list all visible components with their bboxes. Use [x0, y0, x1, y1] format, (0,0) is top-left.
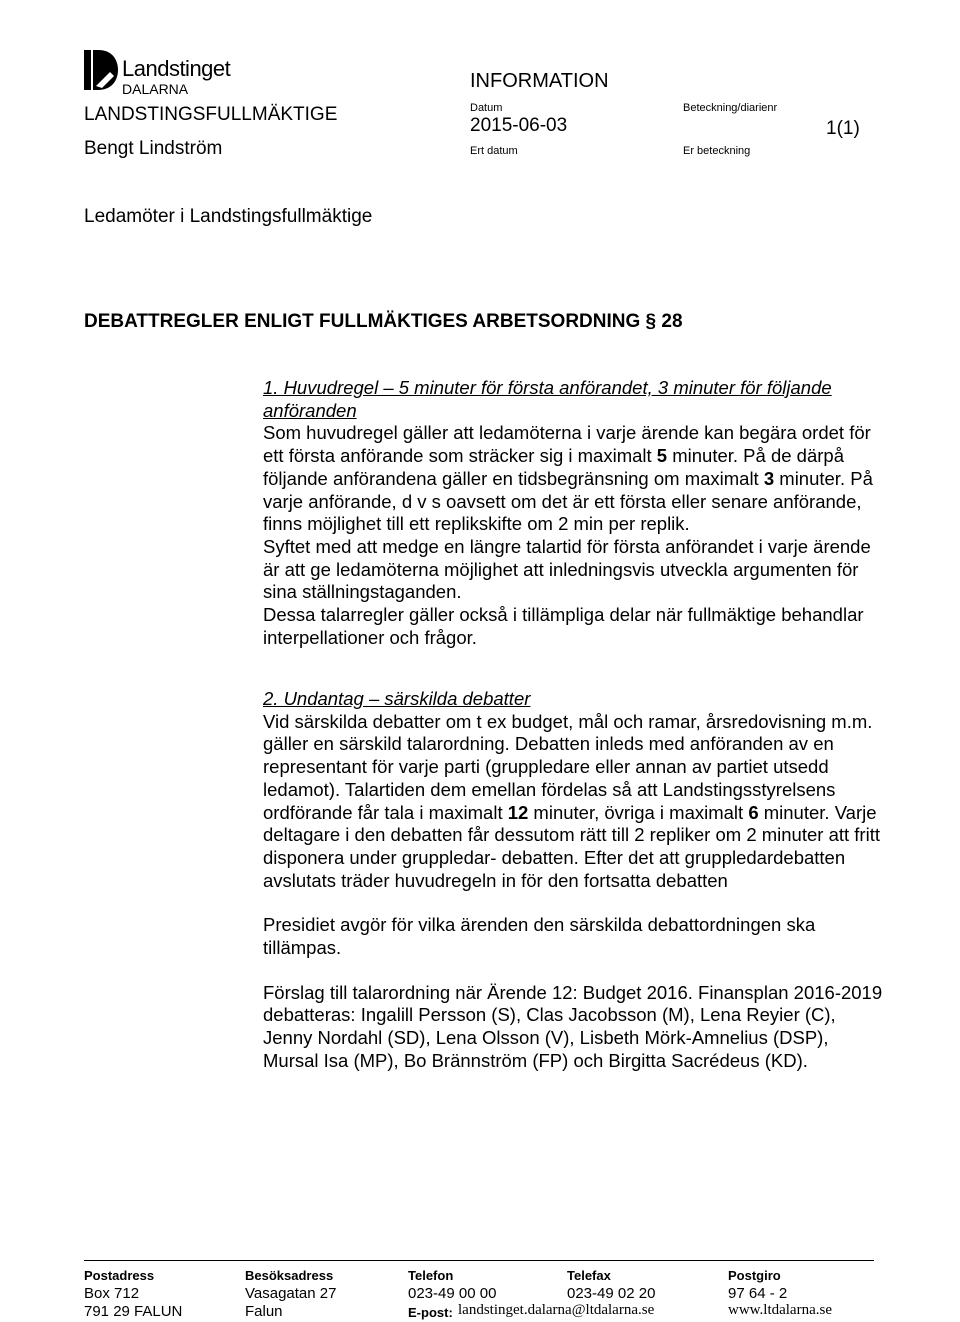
author-name: Bengt Lindström [84, 138, 223, 159]
registration-label: Beteckning/diarienr [683, 102, 778, 114]
recipient: Ledamöter i Landstingsfullmäktige [84, 206, 373, 227]
section-main-rule [263, 377, 883, 649]
postal-line: Box 712 [84, 1285, 140, 1302]
document-type: INFORMATION [470, 70, 609, 92]
fax-value: 023-49 02 20 [567, 1285, 656, 1302]
paragraph: Vid särskilda debatter om t ex budget, mål och ramar, årsredovisning m.m. gäller en särskild talarordning. Debatten inleds med anföranden av en representant för varje parti (gruppledare eller annan av partiet utsedd ledamot). Talartiden dem emellan fördelas så att Landstingsstyrelsens ordförande får tala i maximalt 12 minuter, övriga i maximalt 6 minuter. Varje deltagare i den debatten får dessutom rätt till 2 repliker om 2 minuter att fritt disponera under gruppledar- debatten. Efter det att gruppledardebatten avslutats träder huvudregeln in för den fortsatta debatten [263, 710, 880, 891]
footer-divider [84, 1260, 874, 1261]
date-label: Datum [470, 102, 503, 114]
organization-name: LANDSTINGSFULLMÄKTIGE [84, 104, 338, 125]
paragraph: Presidiet avgör för vilka ärenden den särskilda debattordningen ska tillämpas. [263, 914, 816, 959]
section-exception [263, 688, 883, 1073]
giro-value: 97 64 - 2 [728, 1285, 788, 1302]
logo-mark-icon [84, 50, 120, 90]
section-heading: 2. Undantag – särskilda debatter [263, 688, 531, 709]
visit-line: Falun [245, 1303, 283, 1320]
phone-label: Telefon [408, 1268, 454, 1283]
section-heading: 1. Huvudregel – 5 minuter för första anförandet, 3 minuter för följande anföranden [263, 377, 832, 421]
paragraph: Som huvudregel gäller att ledamöterna i varje ärende kan begära ordet för ett första anförande som sträcker sig i maximalt 5 minuter. På de därpå följande anförandena gäller en tidsbegränsning om maximalt 3 minuter. På varje anförande, d v s oavsett om det är ett första eller senare anförande, finns möjlighet till ett replikskifte om 2 min per replik. [263, 422, 873, 535]
logo-name: Landstinget [122, 56, 231, 81]
date-value: 2015-06-03 [470, 115, 568, 136]
document-title: DEBATTREGLER ENLIGT FULLMÄKTIGES ARBETSORDNING § 28 [84, 311, 683, 332]
logo-subtitle: DALARNA [122, 81, 189, 97]
email-label: E-post: [408, 1305, 453, 1320]
postal-line: 791 29 FALUN [84, 1303, 183, 1320]
website-link[interactable]: www.ltdalarna.se [728, 1302, 832, 1318]
your-reference-label: Er beteckning [683, 145, 751, 157]
email-link[interactable]: landstinget.dalarna@ltdalarna.se [458, 1302, 655, 1318]
page-count: 1(1) [826, 118, 860, 139]
paragraph: Förslag till talarordning när Ärende 12: Budget 2016. Finansplan 2016-2019 debatteras: Ingalill Persson (S), Clas Jacobsson (M), Lena Reyier (C), Jenny Nordahl (SD), Lena Olsson (V), Lisbeth Mörk-Amnelius (DSP), Mursal Isa (MP), Bo Brännström (FP) och Birgitta Sacrédeus (KD). [263, 981, 883, 1071]
visit-label: Besöksadress [245, 1268, 334, 1283]
fax-label: Telefax [567, 1268, 611, 1283]
paragraph: Syftet med att medge en längre talartid för första anförandet i varje ärende är att ge ledamöterna möjlighet att inledningsvis utveckla argumenten för sina ställningstaganden. [263, 535, 871, 603]
visit-line: Vasagatan 27 [245, 1285, 337, 1302]
ref-date-label: Ert datum [470, 145, 518, 157]
postal-label: Postadress [84, 1268, 155, 1283]
paragraph: Dessa talarregler gäller också i tillämpliga delar när fullmäktige behandlar interpellationer och frågor. [263, 604, 864, 648]
giro-label: Postgiro [728, 1268, 781, 1283]
phone-value: 023-49 00 00 [408, 1285, 497, 1302]
